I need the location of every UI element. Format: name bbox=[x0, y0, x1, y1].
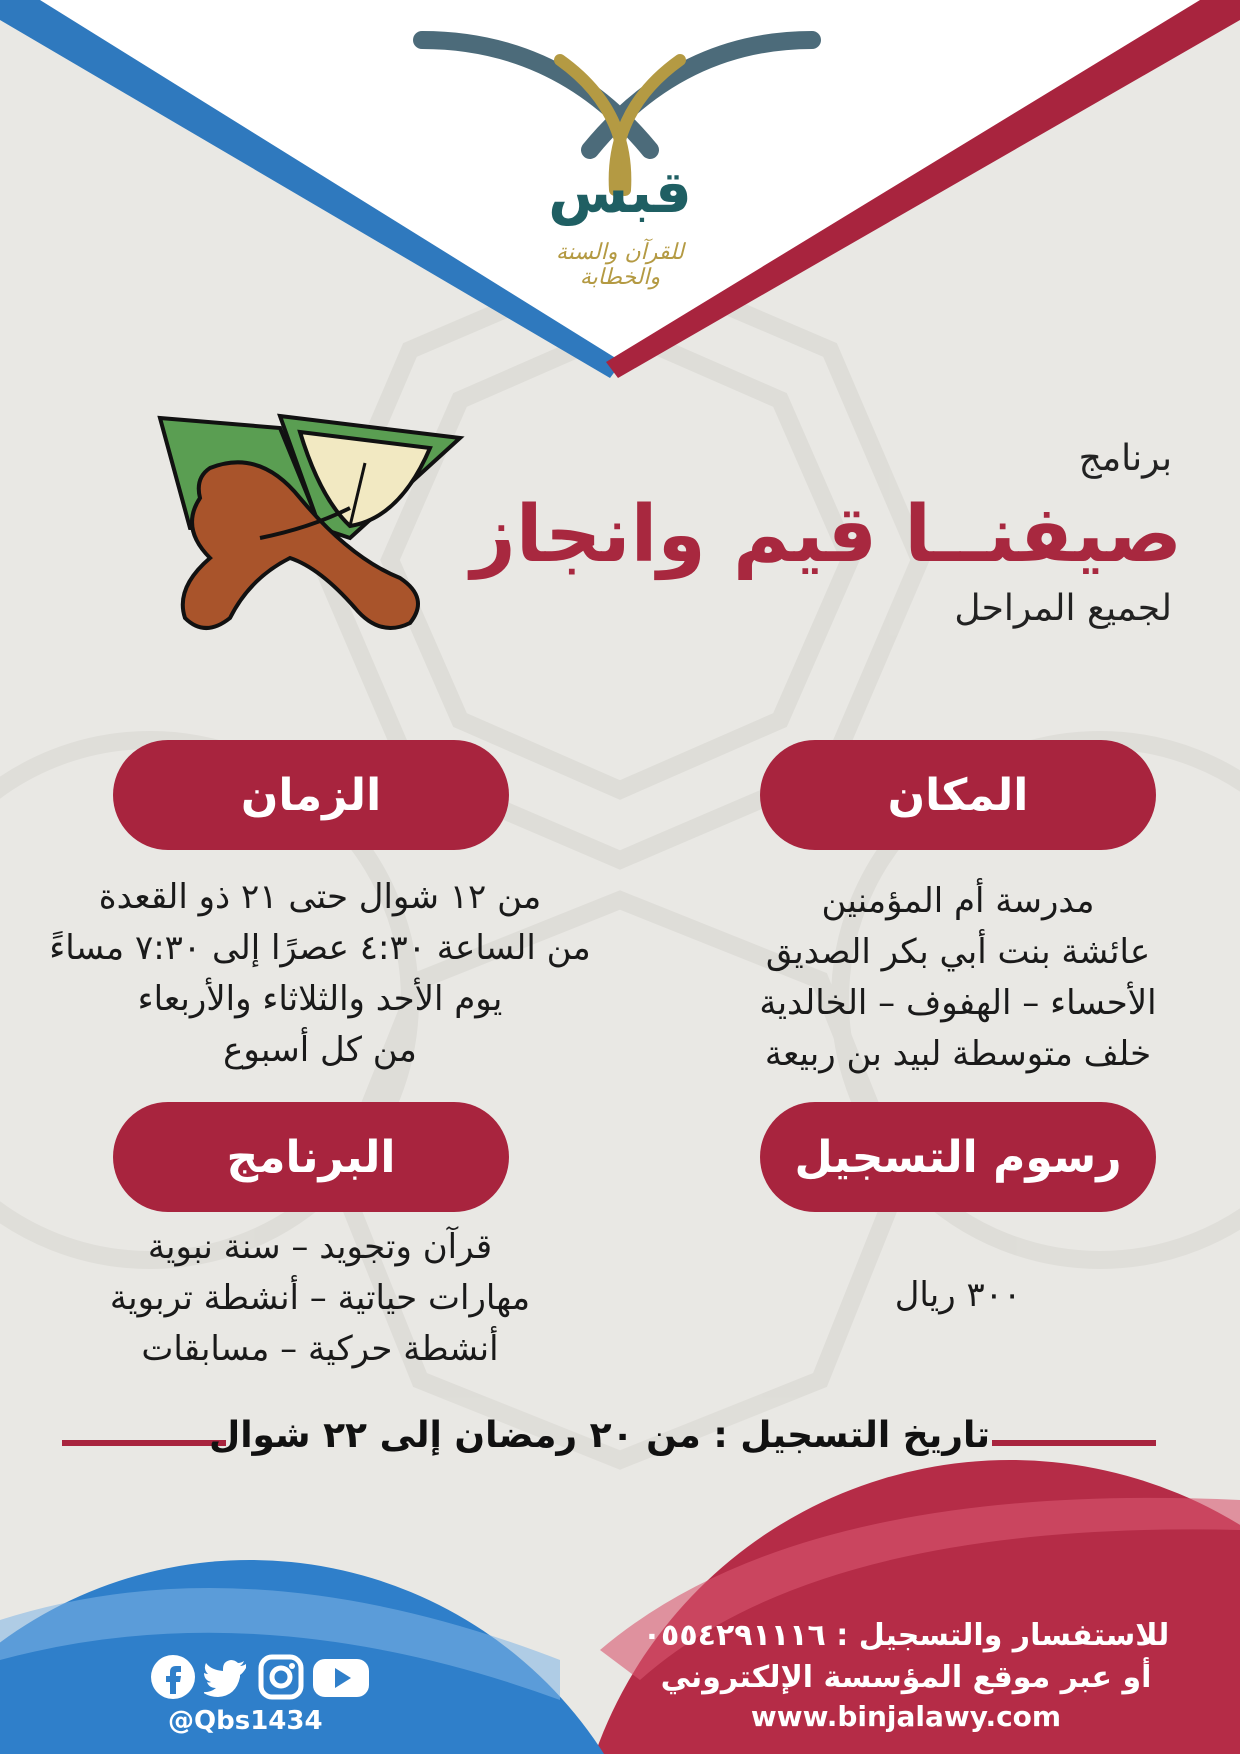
time-line: يوم الأحد والثلاثاء والأربعاء bbox=[137, 979, 503, 1019]
time-details bbox=[20, 872, 620, 1076]
contact-phone: للاستفسار والتسجيل : ٠٥٥٤٢٩١١١٦ bbox=[642, 1618, 1170, 1653]
place-line: عائشة بنت أبي بكر الصديق bbox=[765, 932, 1151, 972]
registration-date: تاريخ التسجيل : من ٢٠ رمضان إلى ٢٢ شوال bbox=[208, 1415, 990, 1456]
divider-right bbox=[992, 1440, 1156, 1446]
program-line: قرآن وتجويد – سنة نبوية bbox=[147, 1227, 493, 1267]
twitter-icon[interactable] bbox=[204, 1654, 250, 1700]
place-heading: المكان bbox=[760, 740, 1156, 850]
contact-website-note: أو عبر موقع المؤسسة الإلكتروني bbox=[660, 1660, 1152, 1695]
place-line: خلف متوسطة لبيد بن ربيعة bbox=[764, 1034, 1152, 1074]
program-details bbox=[40, 1222, 600, 1375]
time-heading: الزمان bbox=[113, 740, 509, 850]
facebook-icon[interactable] bbox=[150, 1654, 196, 1700]
place-details bbox=[700, 876, 1216, 1080]
time-line: من ١٢ شوال حتى ٢١ ذو القعدة bbox=[98, 877, 542, 917]
program-subtitle: لجميع المراحل bbox=[954, 588, 1172, 629]
instagram-icon[interactable] bbox=[258, 1654, 304, 1700]
divider-left bbox=[62, 1440, 226, 1446]
fees-heading: رسوم التسجيل bbox=[760, 1102, 1156, 1212]
website-link[interactable]: www.binjalawy.com bbox=[750, 1700, 1062, 1733]
program-title: صيفنــا قيم وانجاز bbox=[470, 490, 1182, 580]
fees-line: ٣٠٠ ريال bbox=[894, 1275, 1022, 1315]
fees-details bbox=[760, 1270, 1156, 1321]
social-handle[interactable]: @Qbs1434 bbox=[168, 1706, 323, 1736]
youtube-icon[interactable] bbox=[312, 1654, 370, 1700]
program-heading: البرنامج bbox=[113, 1102, 509, 1212]
place-line: مدرسة أم المؤمنين bbox=[821, 881, 1095, 921]
quran-stand-icon bbox=[150, 408, 470, 648]
program-line: أنشطة حركية – مسابقات bbox=[141, 1329, 499, 1369]
time-line: من كل أسبوع bbox=[223, 1030, 417, 1070]
program-label: برنامج bbox=[1078, 438, 1172, 479]
logo-wordmark: قبس bbox=[548, 158, 692, 226]
program-line: مهارات حياتية – أنشطة تربوية bbox=[109, 1278, 531, 1318]
time-line: من الساعة ٤:٣٠ عصرًا إلى ٧:٣٠ مساءً bbox=[49, 928, 591, 968]
logo-tagline: للقرآن والسنة والخطابة bbox=[555, 240, 684, 290]
place-line: الأحساء – الهفوف – الخالدية bbox=[759, 983, 1157, 1023]
